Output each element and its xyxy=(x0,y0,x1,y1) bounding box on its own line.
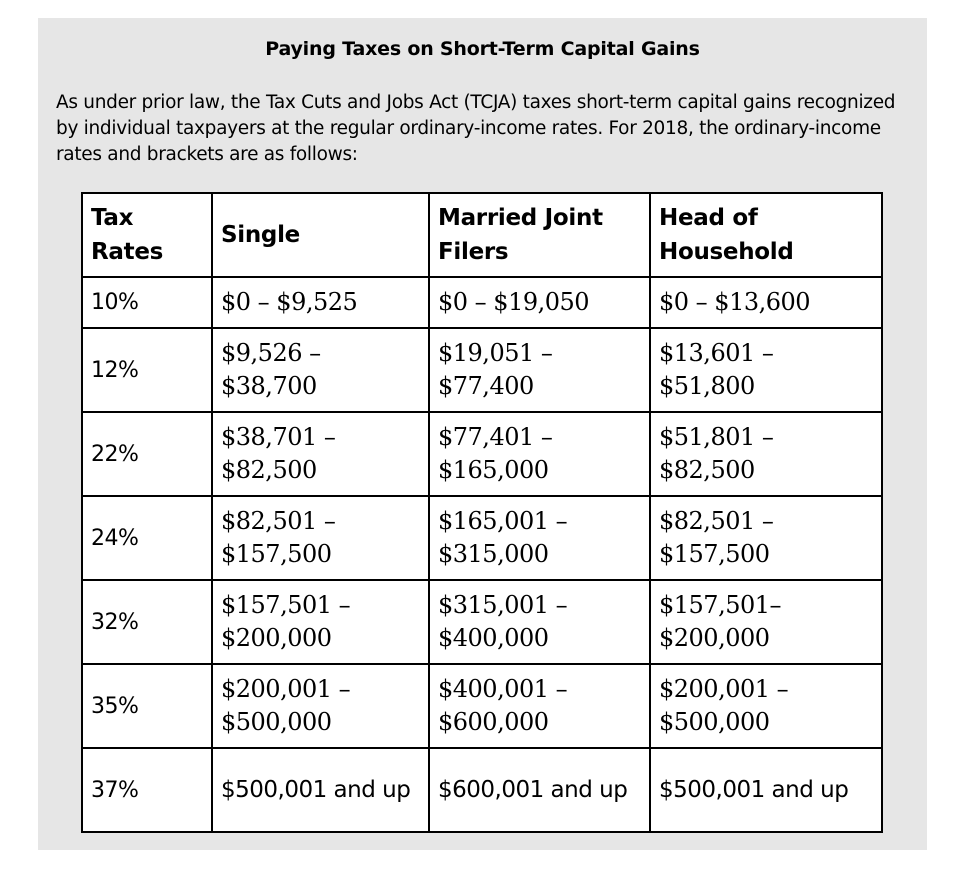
table-row xyxy=(82,412,882,496)
table-row xyxy=(82,580,882,664)
intro-paragraph: As under prior law, the Tax Cuts and Jobs Act (TCJA) taxes short-term capital gains recognized by individual taxpayers at the regular ordinary-income rates. For 2018, the ordinary-income rates and brackets are as follows: xyxy=(56,92,896,165)
head-of-household-cell: $51,801 – $82,500 xyxy=(650,412,882,496)
rate-cell: 32% xyxy=(82,580,212,664)
head-of-household-cell: $200,001 – $500,000 xyxy=(650,664,882,748)
married-joint-cell: $77,401 – $165,000 xyxy=(429,412,650,496)
single-cell: $38,701 – $82,500 xyxy=(212,412,429,496)
married-joint-cell: $0 – $19,050 xyxy=(429,277,650,328)
table-row xyxy=(82,328,882,412)
rate-cell: 12% xyxy=(82,328,212,412)
article-panel xyxy=(38,18,927,850)
married-joint-cell: $400,001 – $600,000 xyxy=(429,664,650,748)
head-of-household-cell: $157,501– $200,000 xyxy=(650,580,882,664)
rate-cell: 37% xyxy=(82,748,212,832)
single-cell: $9,526 – $38,700 xyxy=(212,328,429,412)
table-header-row xyxy=(82,193,882,277)
head-of-household-cell: $82,501 – $157,500 xyxy=(650,496,882,580)
header-head-of-household: Head of Household xyxy=(650,193,882,277)
table-row xyxy=(82,748,882,832)
single-cell: $500,001 and up xyxy=(212,748,429,832)
head-of-household-cell: $0 – $13,600 xyxy=(650,277,882,328)
header-single: Single xyxy=(212,193,429,277)
rate-cell: 24% xyxy=(82,496,212,580)
header-tax-rates: Tax Rates xyxy=(82,193,212,277)
table-row xyxy=(82,664,882,748)
head-of-household-cell: $500,001 and up xyxy=(650,748,882,832)
table-row xyxy=(82,496,882,580)
married-joint-cell: $19,051 – $77,400 xyxy=(429,328,650,412)
single-cell: $0 – $9,525 xyxy=(212,277,429,328)
rate-cell: 10% xyxy=(82,277,212,328)
married-joint-cell: $600,001 and up xyxy=(429,748,650,832)
tax-brackets-table xyxy=(81,192,883,833)
rate-cell: 35% xyxy=(82,664,212,748)
page-title: Paying Taxes on Short-Term Capital Gains xyxy=(265,38,700,60)
married-joint-cell: $315,001 – $400,000 xyxy=(429,580,650,664)
rate-cell: 22% xyxy=(82,412,212,496)
married-joint-cell: $165,001 – $315,000 xyxy=(429,496,650,580)
head-of-household-cell: $13,601 – $51,800 xyxy=(650,328,882,412)
single-cell: $82,501 – $157,500 xyxy=(212,496,429,580)
table-row xyxy=(82,277,882,328)
header-married-joint-filers: Married Joint Filers xyxy=(429,193,650,277)
single-cell: $157,501 – $200,000 xyxy=(212,580,429,664)
single-cell: $200,001 – $500,000 xyxy=(212,664,429,748)
